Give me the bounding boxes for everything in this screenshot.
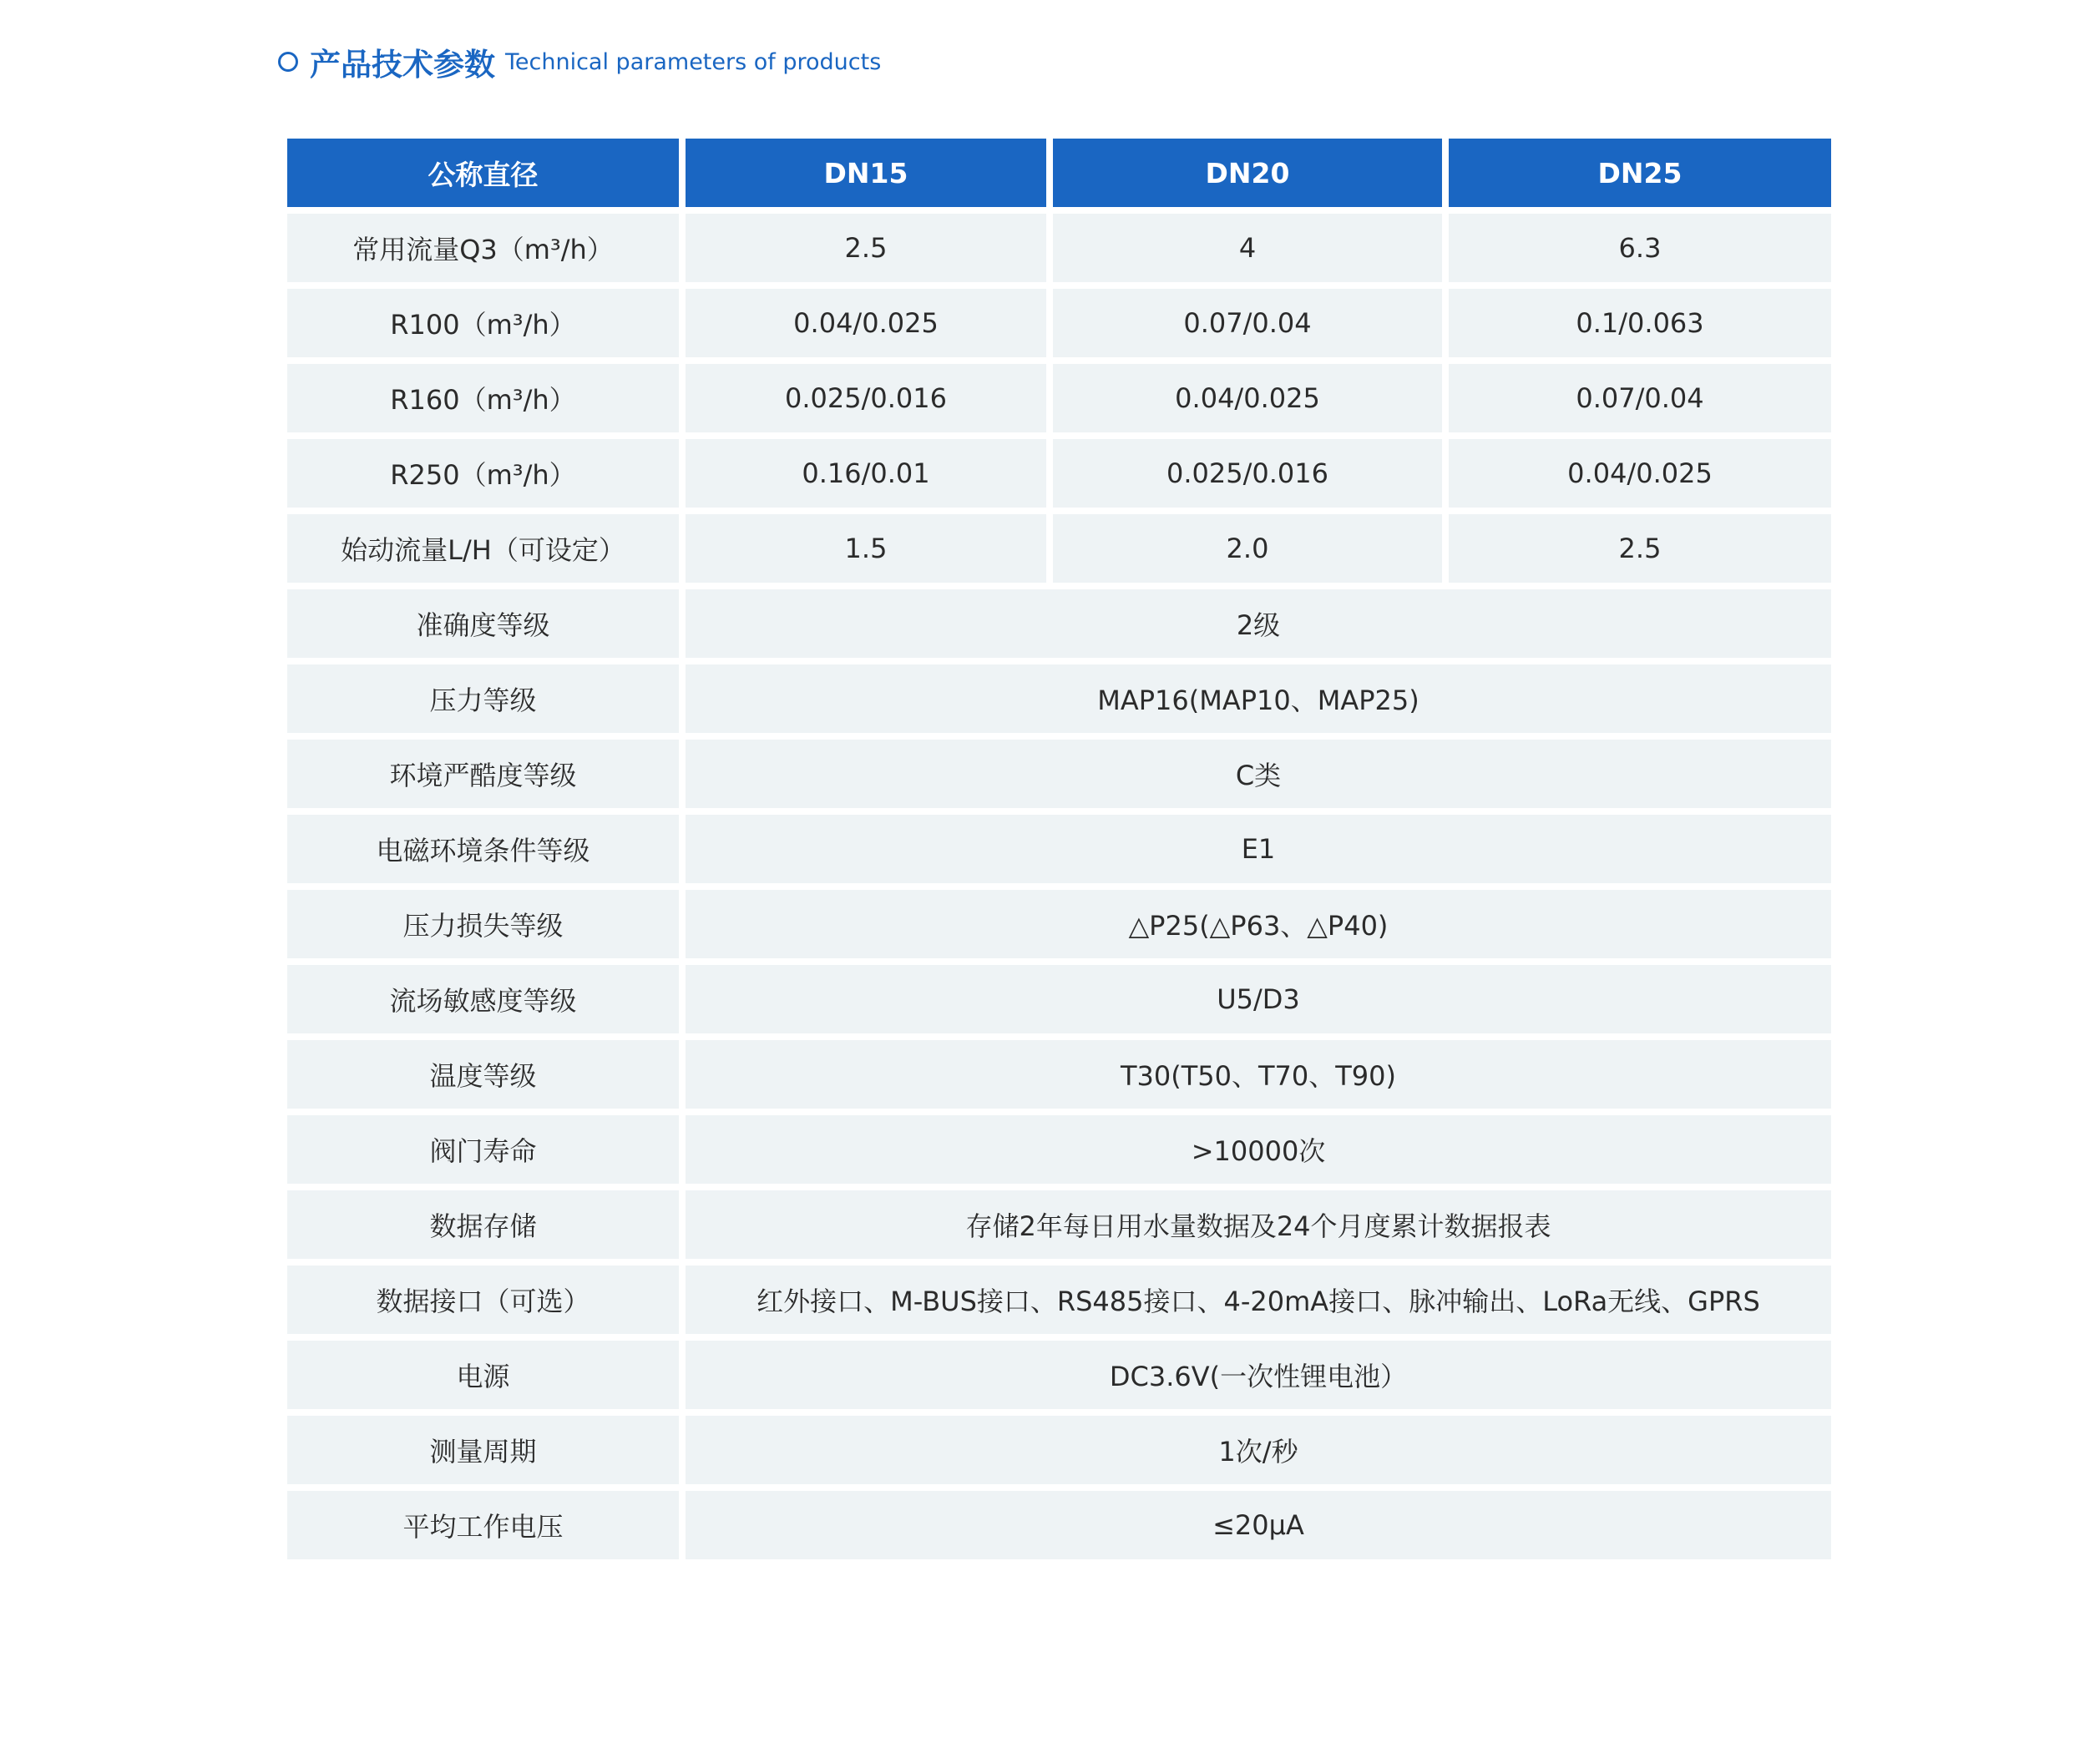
row-value-cell: 0.025/0.016 — [1053, 439, 1442, 508]
row-value-merged: △P25(△P63、△P40) — [686, 890, 1831, 958]
row-label: R250（m³/h） — [287, 439, 679, 508]
row-label: 电源 — [287, 1341, 679, 1409]
row-label: 数据接口（可选） — [287, 1266, 679, 1334]
row-value-merged: MAP16(MAP10、MAP25) — [686, 664, 1831, 733]
row-label: 电磁环境条件等级 — [287, 815, 679, 883]
row-value-cell: 0.04/0.025 — [686, 289, 1046, 357]
row-value-cell: 6.3 — [1449, 214, 1831, 282]
row-label: 数据存储 — [287, 1190, 679, 1259]
row-value-cell: 2.5 — [1449, 514, 1831, 583]
header-cell-dn20: DN20 — [1053, 139, 1442, 207]
row-value-merged: T30(T50、T70、T90) — [686, 1040, 1831, 1109]
row-label: 准确度等级 — [287, 589, 679, 658]
row-value-merged: E1 — [686, 815, 1831, 883]
row-value-merged: DC3.6V(一次性锂电池） — [686, 1341, 1831, 1409]
row-label: 流场敏感度等级 — [287, 965, 679, 1033]
row-label: 常用流量Q3（m³/h） — [287, 214, 679, 282]
row-value-merged: U5/D3 — [686, 965, 1831, 1033]
row-value-cell: 4 — [1053, 214, 1442, 282]
row-label: 压力损失等级 — [287, 890, 679, 958]
row-label: 阀门寿命 — [287, 1115, 679, 1184]
row-value-merged: 红外接口、M-BUS接口、RS485接口、4-20mA接口、脉冲输出、LoRa无线、GPRS — [686, 1266, 1831, 1334]
row-label: 测量周期 — [287, 1416, 679, 1484]
header-cell-dn15: DN15 — [686, 139, 1046, 207]
spec-table — [287, 139, 1831, 1559]
row-label: R160（m³/h） — [287, 364, 679, 432]
row-label: 平均工作电压 — [287, 1491, 679, 1559]
row-value-cell: 0.04/0.025 — [1053, 364, 1442, 432]
section-heading — [278, 37, 881, 87]
row-label: 环境严酷度等级 — [287, 740, 679, 808]
row-value-cell: 1.5 — [686, 514, 1046, 583]
row-value-cell: 0.16/0.01 — [686, 439, 1046, 508]
row-label: 温度等级 — [287, 1040, 679, 1109]
header-cell-dn25: DN25 — [1449, 139, 1831, 207]
row-label: 压力等级 — [287, 664, 679, 733]
heading-title-en: Technical parameters of products — [505, 48, 882, 75]
row-value-merged: 存储2年每日用水量数据及24个月度累计数据报表 — [686, 1190, 1831, 1259]
row-value-merged: C类 — [686, 740, 1831, 808]
row-value-merged: 1次/秒 — [686, 1416, 1831, 1484]
row-value-merged: ≤20μA — [686, 1491, 1831, 1559]
row-label: 始动流量L/H（可设定） — [287, 514, 679, 583]
row-value-merged: >10000次 — [686, 1115, 1831, 1184]
circle-icon — [278, 52, 298, 72]
row-value-cell: 0.07/0.04 — [1053, 289, 1442, 357]
row-value-cell: 0.04/0.025 — [1449, 439, 1831, 508]
header-cell-nominal-diameter: 公称直径 — [287, 139, 679, 207]
row-value-cell: 0.025/0.016 — [686, 364, 1046, 432]
row-value-cell: 0.07/0.04 — [1449, 364, 1831, 432]
row-value-cell: 0.1/0.063 — [1449, 289, 1831, 357]
row-value-merged: 2级 — [686, 589, 1831, 658]
row-value-cell: 2.0 — [1053, 514, 1442, 583]
row-value-cell: 2.5 — [686, 214, 1046, 282]
heading-title-cn: 产品技术参数 — [310, 47, 495, 83]
row-label: R100（m³/h） — [287, 289, 679, 357]
